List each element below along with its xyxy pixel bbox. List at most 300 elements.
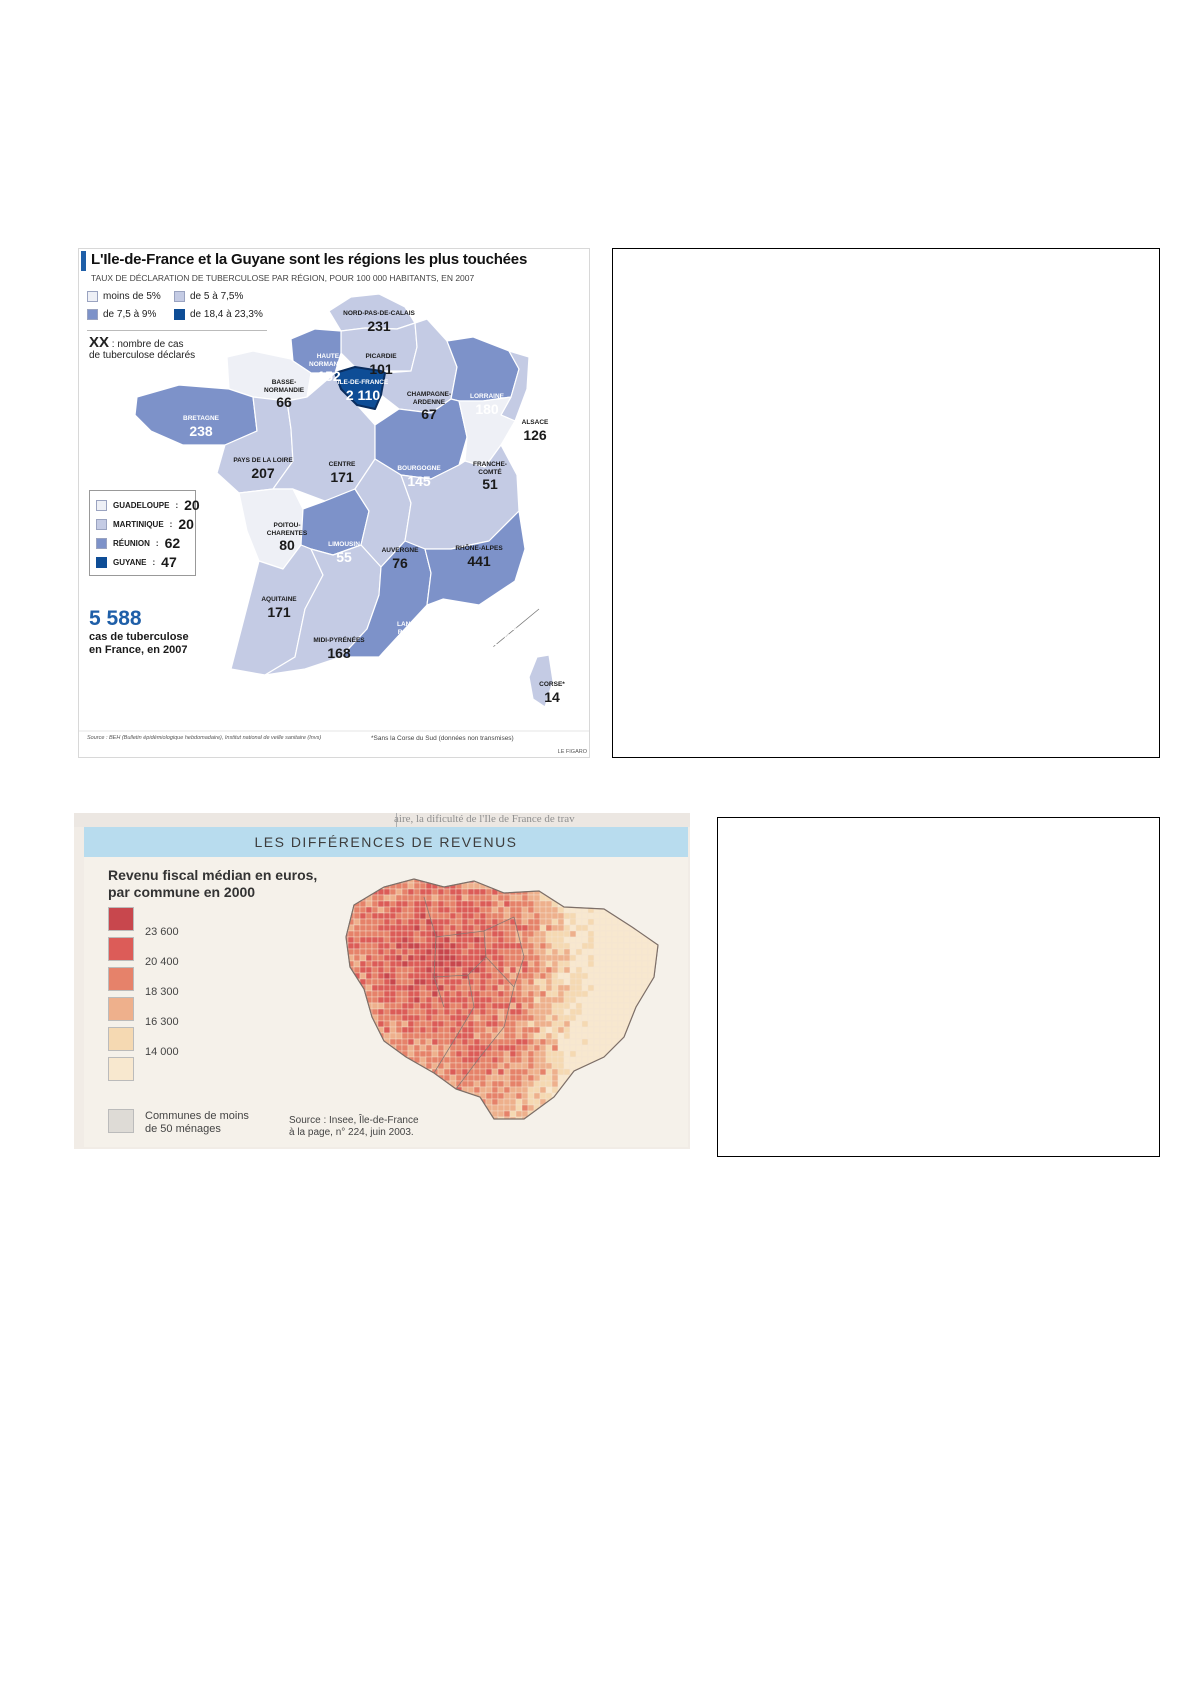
commune-cell — [528, 1093, 534, 1099]
commune-cell — [396, 985, 402, 991]
commune-cell — [576, 949, 582, 955]
commune-cell — [642, 955, 648, 961]
commune-cell — [606, 1111, 612, 1117]
commune-cell — [558, 997, 564, 1003]
commune-cell — [462, 1117, 468, 1123]
commune-cell — [354, 919, 360, 925]
commune-cell — [354, 889, 360, 895]
commune-cell — [612, 901, 618, 907]
commune-cell — [504, 931, 510, 937]
commune-cell — [576, 967, 582, 973]
commune-cell — [426, 1033, 432, 1039]
commune-cell — [552, 1069, 558, 1075]
commune-cell — [564, 967, 570, 973]
commune-cell — [492, 955, 498, 961]
commune-cell — [408, 1099, 414, 1105]
commune-cell — [510, 943, 516, 949]
commune-cell — [474, 1081, 480, 1087]
commune-cell — [432, 1051, 438, 1057]
commune-cell — [408, 1087, 414, 1093]
commune-cell — [384, 955, 390, 961]
commune-cell — [558, 943, 564, 949]
commune-cell — [540, 1069, 546, 1075]
commune-cell — [612, 937, 618, 943]
commune-cell — [342, 877, 348, 883]
commune-cell — [660, 913, 666, 919]
commune-cell — [540, 913, 546, 919]
commune-cell — [498, 985, 504, 991]
income-map-body — [84, 857, 688, 1147]
commune-cell — [606, 991, 612, 997]
commune-cell — [642, 889, 648, 895]
commune-cell — [414, 1009, 420, 1015]
commune-cell — [540, 895, 546, 901]
commune-cell — [462, 1093, 468, 1099]
commune-cell — [408, 979, 414, 985]
commune-cell — [534, 883, 540, 889]
commune-cell — [420, 931, 426, 937]
commune-cell — [588, 943, 594, 949]
commune-cell — [654, 991, 660, 997]
commune-cell — [624, 1057, 630, 1063]
commune-cell — [660, 1093, 666, 1099]
commune-cell — [510, 961, 516, 967]
commune-cell — [624, 937, 630, 943]
commune-cell — [624, 1111, 630, 1117]
commune-cell — [414, 1027, 420, 1033]
commune-cell — [378, 943, 384, 949]
commune-cell — [594, 991, 600, 997]
commune-cell — [504, 883, 510, 889]
commune-cell — [402, 1111, 408, 1117]
commune-cell — [510, 1099, 516, 1105]
commune-cell — [660, 931, 666, 937]
commune-cell — [660, 937, 666, 943]
commune-cell — [486, 967, 492, 973]
commune-cell — [498, 973, 504, 979]
commune-cell — [528, 937, 534, 943]
commune-cell — [642, 973, 648, 979]
commune-cell — [588, 1075, 594, 1081]
commune-cell — [486, 973, 492, 979]
commune-cell — [552, 967, 558, 973]
commune-cell — [354, 943, 360, 949]
commune-cell — [564, 925, 570, 931]
commune-cell — [342, 1087, 348, 1093]
commune-cell — [510, 1033, 516, 1039]
commune-cell — [660, 1105, 666, 1111]
commune-cell — [492, 973, 498, 979]
commune-cell — [588, 1081, 594, 1087]
commune-cell — [438, 1033, 444, 1039]
commune-cell — [510, 1075, 516, 1081]
commune-cell — [642, 997, 648, 1003]
commune-cell — [450, 931, 456, 937]
region-label: MIDI-PYRÉNÉES 168 — [313, 637, 365, 661]
commune-cell — [420, 991, 426, 997]
commune-cell — [432, 1045, 438, 1051]
commune-cell — [660, 1039, 666, 1045]
commune-cell — [360, 889, 366, 895]
commune-cell — [558, 925, 564, 931]
commune-cell — [372, 883, 378, 889]
commune-cell — [480, 907, 486, 913]
commune-cell — [354, 997, 360, 1003]
commune-cell — [402, 907, 408, 913]
commune-cell — [348, 1051, 354, 1057]
commune-cell — [354, 985, 360, 991]
commune-cell — [600, 991, 606, 997]
commune-cell — [366, 1069, 372, 1075]
commune-cell — [648, 1057, 654, 1063]
commune-cell — [474, 1033, 480, 1039]
commune-cell — [450, 1111, 456, 1117]
commune-cell — [450, 943, 456, 949]
commune-cell — [564, 1033, 570, 1039]
commune-cell — [414, 1087, 420, 1093]
commune-cell — [462, 1057, 468, 1063]
commune-cell — [456, 877, 462, 883]
commune-cell — [492, 937, 498, 943]
commune-cell — [594, 931, 600, 937]
commune-cell — [636, 1027, 642, 1033]
commune-cell — [642, 1117, 648, 1123]
commune-cell — [438, 877, 444, 883]
commune-cell — [546, 937, 552, 943]
commune-cell — [654, 907, 660, 913]
commune-cell — [546, 997, 552, 1003]
commune-cell — [606, 919, 612, 925]
commune-cell — [552, 1009, 558, 1015]
commune-cell — [576, 1093, 582, 1099]
commune-cell — [564, 1051, 570, 1057]
commune-cell — [438, 907, 444, 913]
commune-cell — [660, 1087, 666, 1093]
answer-box-2[interactable] — [717, 817, 1160, 1157]
commune-cell — [402, 931, 408, 937]
commune-cell — [462, 883, 468, 889]
publisher-credit: LE FIGARO — [557, 749, 587, 755]
commune-cell — [642, 967, 648, 973]
commune-cell — [396, 1099, 402, 1105]
commune-cell — [624, 1099, 630, 1105]
commune-cell — [546, 1081, 552, 1087]
commune-cell — [462, 973, 468, 979]
commune-cell — [606, 1015, 612, 1021]
commune-cell — [414, 931, 420, 937]
commune-cell — [510, 1051, 516, 1057]
commune-cell — [630, 997, 636, 1003]
commune-cell — [432, 1099, 438, 1105]
commune-cell — [372, 919, 378, 925]
commune-cell — [552, 883, 558, 889]
commune-cell — [642, 1057, 648, 1063]
commune-cell — [342, 949, 348, 955]
commune-cell — [642, 943, 648, 949]
commune-cell — [468, 1057, 474, 1063]
commune-cell — [504, 1045, 510, 1051]
commune-cell — [576, 1009, 582, 1015]
commune-cell — [630, 1105, 636, 1111]
commune-cell — [504, 1063, 510, 1069]
commune-cell — [444, 889, 450, 895]
commune-cell — [504, 1081, 510, 1087]
commune-cell — [636, 1039, 642, 1045]
commune-cell — [630, 967, 636, 973]
commune-cell — [378, 1075, 384, 1081]
commune-cell — [456, 1069, 462, 1075]
commune-cell — [624, 889, 630, 895]
commune-cell — [648, 1063, 654, 1069]
commune-cell — [642, 949, 648, 955]
commune-cell — [564, 1063, 570, 1069]
commune-cell — [366, 991, 372, 997]
commune-cell — [384, 937, 390, 943]
commune-cell — [372, 901, 378, 907]
commune-cell — [570, 973, 576, 979]
commune-cell — [396, 1027, 402, 1033]
commune-cell — [486, 979, 492, 985]
commune-cell — [408, 961, 414, 967]
commune-cell — [348, 1093, 354, 1099]
commune-cell — [528, 895, 534, 901]
commune-cell — [564, 1093, 570, 1099]
commune-cell — [450, 1075, 456, 1081]
commune-cell — [528, 967, 534, 973]
commune-cell — [342, 1015, 348, 1021]
commune-cell — [546, 955, 552, 961]
commune-cell — [600, 877, 606, 883]
commune-cell — [618, 943, 624, 949]
commune-cell — [390, 907, 396, 913]
commune-cell — [480, 991, 486, 997]
commune-cell — [582, 1069, 588, 1075]
commune-cell — [426, 931, 432, 937]
commune-cell — [504, 949, 510, 955]
region-label: AUVERGNE 76 — [381, 547, 419, 571]
commune-cell — [378, 991, 384, 997]
commune-cell — [630, 1099, 636, 1105]
commune-cell — [582, 895, 588, 901]
commune-cell — [420, 967, 426, 973]
commune-cell — [450, 949, 456, 955]
commune-cell — [648, 889, 654, 895]
commune-cell — [534, 1021, 540, 1027]
commune-cell — [648, 1087, 654, 1093]
commune-cell — [588, 1117, 594, 1123]
commune-cell — [552, 961, 558, 967]
commune-cell — [426, 889, 432, 895]
commune-cell — [408, 925, 414, 931]
commune-cell — [504, 937, 510, 943]
commune-cell — [456, 1045, 462, 1051]
commune-cell — [648, 961, 654, 967]
commune-cell — [648, 955, 654, 961]
commune-cell — [396, 1111, 402, 1117]
commune-cell — [642, 1087, 648, 1093]
commune-cell — [408, 907, 414, 913]
commune-cell — [450, 997, 456, 1003]
commune-cell — [354, 1039, 360, 1045]
commune-cell — [660, 1075, 666, 1081]
commune-cell — [426, 1057, 432, 1063]
commune-cell — [498, 1081, 504, 1087]
commune-cell — [630, 985, 636, 991]
commune-cell — [612, 943, 618, 949]
commune-cell — [660, 1099, 666, 1105]
commune-cell — [636, 1087, 642, 1093]
commune-cell — [654, 1039, 660, 1045]
commune-cell — [552, 1075, 558, 1081]
commune-cell — [594, 901, 600, 907]
commune-cell — [642, 1039, 648, 1045]
commune-cell — [468, 1045, 474, 1051]
answer-box-1[interactable] — [612, 248, 1160, 758]
commune-cell — [378, 1015, 384, 1021]
commune-cell — [546, 1009, 552, 1015]
commune-cell — [450, 919, 456, 925]
commune-cell — [432, 913, 438, 919]
commune-cell — [492, 1057, 498, 1063]
commune-cell — [600, 889, 606, 895]
commune-cell — [528, 1069, 534, 1075]
commune-cell — [636, 991, 642, 997]
commune-cell — [612, 1099, 618, 1105]
commune-cell — [504, 973, 510, 979]
commune-cell — [600, 1003, 606, 1009]
commune-cell — [480, 1015, 486, 1021]
commune-cell — [576, 937, 582, 943]
commune-cell — [618, 937, 624, 943]
commune-cell — [588, 997, 594, 1003]
commune-cell — [360, 883, 366, 889]
commune-cell — [432, 1009, 438, 1015]
commune-cell — [384, 931, 390, 937]
commune-cell — [390, 1093, 396, 1099]
commune-cell — [378, 1093, 384, 1099]
commune-cell — [660, 895, 666, 901]
commune-cell — [642, 1051, 648, 1057]
commune-cell — [462, 979, 468, 985]
commune-cell — [396, 1033, 402, 1039]
commune-cell — [396, 973, 402, 979]
commune-cell — [396, 1093, 402, 1099]
commune-cell — [378, 997, 384, 1003]
commune-cell — [504, 889, 510, 895]
commune-cell — [438, 1093, 444, 1099]
commune-cell — [558, 967, 564, 973]
commune-cell — [654, 883, 660, 889]
commune-cell — [474, 1027, 480, 1033]
commune-cell — [630, 1027, 636, 1033]
commune-cell — [438, 1045, 444, 1051]
commune-cell — [420, 919, 426, 925]
legend-label: de 18,4 à 23,3% — [190, 309, 263, 320]
commune-cell — [426, 1075, 432, 1081]
commune-cell — [420, 973, 426, 979]
commune-cell — [576, 1117, 582, 1123]
commune-cell — [390, 1039, 396, 1045]
commune-cell — [480, 931, 486, 937]
commune-cell — [342, 985, 348, 991]
commune-cell — [354, 1093, 360, 1099]
commune-cell — [540, 1015, 546, 1021]
commune-cell — [588, 919, 594, 925]
commune-cell — [618, 991, 624, 997]
commune-cell — [540, 1093, 546, 1099]
commune-cell — [522, 1009, 528, 1015]
commune-cell — [528, 979, 534, 985]
commune-cell — [354, 907, 360, 913]
commune-cell — [522, 1051, 528, 1057]
commune-cell — [498, 901, 504, 907]
commune-cell — [522, 979, 528, 985]
commune-cell — [486, 1021, 492, 1027]
commune-cell — [570, 1045, 576, 1051]
commune-cell — [606, 1033, 612, 1039]
commune-cell — [420, 943, 426, 949]
commune-cell — [522, 895, 528, 901]
commune-cell — [462, 919, 468, 925]
commune-cell — [534, 925, 540, 931]
commune-cell — [612, 1027, 618, 1033]
commune-cell — [372, 1075, 378, 1081]
commune-cell — [558, 1105, 564, 1111]
commune-cell — [372, 895, 378, 901]
commune-cell — [354, 1009, 360, 1015]
commune-cell — [384, 1051, 390, 1057]
commune-cell — [612, 1111, 618, 1117]
commune-cell — [480, 913, 486, 919]
commune-cell — [588, 889, 594, 895]
commune-cell — [546, 1021, 552, 1027]
commune-cell — [660, 997, 666, 1003]
commune-cell — [432, 889, 438, 895]
commune-cell — [450, 901, 456, 907]
commune-cell — [432, 991, 438, 997]
commune-cell — [594, 1015, 600, 1021]
commune-cell — [624, 1075, 630, 1081]
commune-cell — [444, 961, 450, 967]
commune-cell — [384, 1009, 390, 1015]
commune-cell — [618, 1117, 624, 1123]
commune-cell — [396, 1069, 402, 1075]
commune-cell — [450, 1117, 456, 1123]
commune-cell — [408, 1111, 414, 1117]
commune-cell — [588, 1111, 594, 1117]
commune-cell — [648, 967, 654, 973]
commune-cell — [366, 1081, 372, 1087]
commune-cell — [576, 1027, 582, 1033]
commune-cell — [462, 901, 468, 907]
commune-cell — [480, 1063, 486, 1069]
commune-cell — [570, 889, 576, 895]
commune-cell — [606, 1003, 612, 1009]
commune-cell — [360, 901, 366, 907]
commune-cell — [372, 1099, 378, 1105]
commune-cell — [468, 1099, 474, 1105]
commune-cell — [492, 1015, 498, 1021]
commune-cell — [618, 1099, 624, 1105]
commune-cell — [486, 877, 492, 883]
commune-cell — [342, 961, 348, 967]
commune-cell — [654, 1027, 660, 1033]
commune-cell — [366, 1105, 372, 1111]
region-label: LIMOUSIN 55 — [328, 541, 360, 565]
commune-cell — [372, 967, 378, 973]
commune-cell — [372, 1117, 378, 1123]
region-label: HAUTE-NORMANDIE 152 — [309, 353, 350, 384]
